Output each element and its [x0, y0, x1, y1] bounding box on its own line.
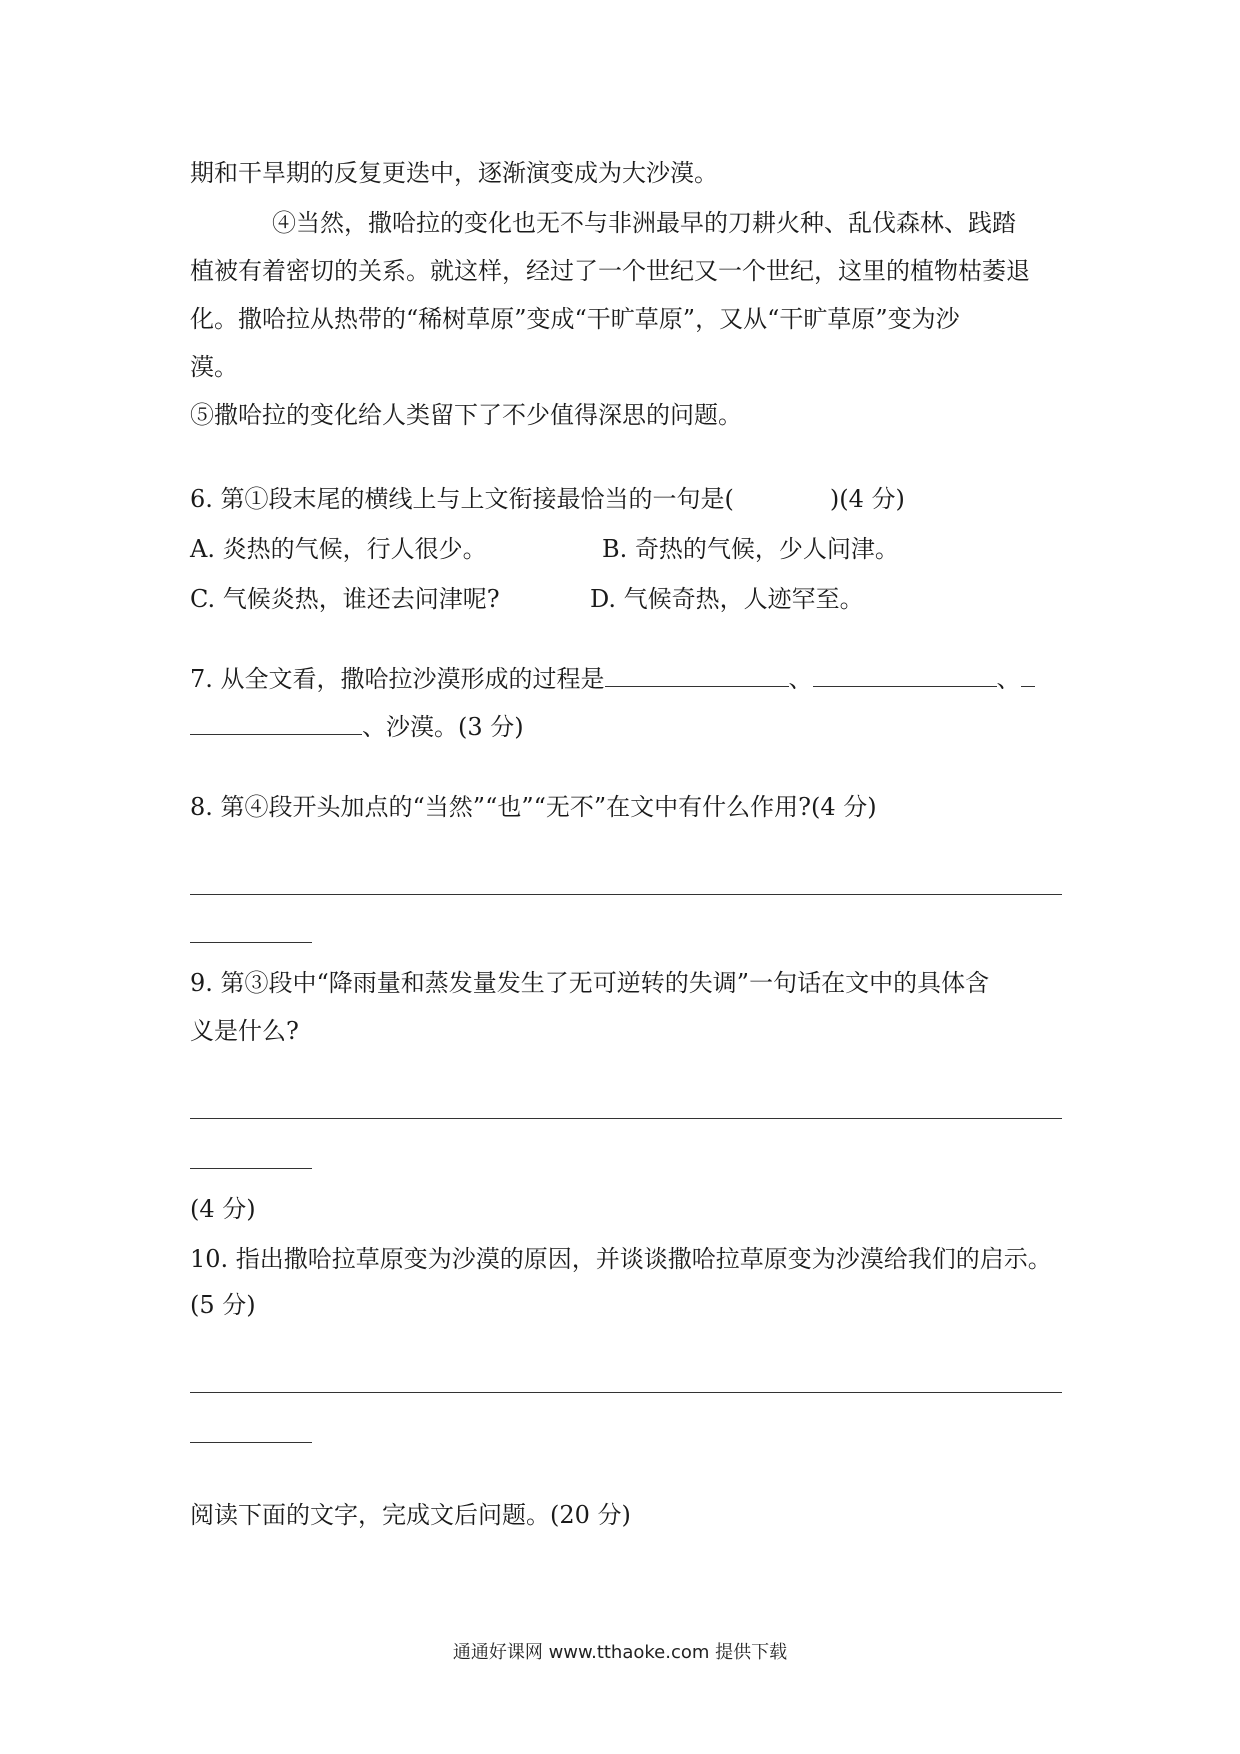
question-10-stem: 10. 指出撒哈拉草原变为沙漠的原因，并谈谈撒哈拉草原变为沙漠给我们的启示。 — [190, 1245, 1052, 1273]
question-9-score: (4 分) — [190, 1195, 256, 1223]
question-10-answer-line[interactable] — [190, 1442, 312, 1443]
question-6-option-b: B. 奇热的气候，少人问津。 — [602, 535, 899, 563]
question-6-stem — [190, 484, 905, 514]
question-6-option-d: D. 气候奇热，人迹罕至。 — [590, 585, 864, 613]
question-7-blank-1[interactable] — [605, 664, 789, 687]
question-7-separator: 、 — [788, 665, 813, 693]
question-7-stem — [190, 664, 1035, 694]
question-8-answer-line[interactable] — [190, 942, 312, 943]
paragraph-5: ⑤撒哈拉的变化给人类留下了不少值得深思的问题。 — [190, 401, 742, 429]
question-10-score: (5 分) — [190, 1291, 256, 1319]
next-section-instruction: 阅读下面的文字，完成文后问题。(20 分) — [190, 1501, 631, 1529]
question-6-option-c: C. 气候炎热，谁还去问津呢? — [190, 585, 500, 613]
question-6-option-a: A. 炎热的气候，行人很少。 — [190, 535, 487, 563]
question-7-continuation — [190, 712, 524, 742]
question-7-separator: 、 — [996, 665, 1021, 693]
question-7-blank-3[interactable] — [190, 712, 362, 735]
question-7-tail: 、沙漠。(3 分) — [362, 713, 524, 741]
question-9-answer-line[interactable] — [190, 1118, 1062, 1119]
paragraph-4-line: 植被有着密切的关系。就这样，经过了一个世纪又一个世纪，这里的植物枯萎退 — [190, 257, 1030, 285]
question-8-stem: 8. 第④段开头加点的“当然”“也”“无不”在文中有什么作用?(4 分) — [190, 793, 877, 821]
question-6-score: )(4 分) — [829, 485, 905, 513]
question-10-answer-line[interactable] — [190, 1392, 1062, 1393]
question-9-stem: 义是什么? — [190, 1017, 299, 1045]
paragraph-4-line: ④当然，撒哈拉的变化也无不与非洲最早的刀耕火种、乱伐森林、践踏 — [272, 209, 1016, 237]
question-9-answer-line[interactable] — [190, 1168, 312, 1169]
question-7-blank-2[interactable] — [813, 664, 997, 687]
question-9-stem: 9. 第③段中“降雨量和蒸发量发生了无可逆转的失调”一句话在文中的具体含 — [190, 969, 990, 997]
question-8-answer-line[interactable] — [190, 894, 1062, 895]
paragraph-4-line: 化。撒哈拉从热带的“稀树草原”变成“干旷草原”，又从“干旷草原”变为沙 — [190, 305, 960, 333]
question-7-blank-3-start[interactable] — [1021, 664, 1035, 687]
page-footer: 通通好课网 www.tthaoke.com 提供下载 — [452, 1642, 788, 1663]
question-6-stem-text: 6. 第①段末尾的横线上与上文衔接最恰当的一句是( — [190, 485, 734, 513]
paragraph-4-line: 漠。 — [190, 353, 238, 381]
passage-line: 期和干旱期的反复更迭中，逐渐演变成为大沙漠。 — [190, 159, 718, 187]
question-7-stem-text: 7. 从全文看，撒哈拉沙漠形成的过程是 — [190, 665, 605, 693]
